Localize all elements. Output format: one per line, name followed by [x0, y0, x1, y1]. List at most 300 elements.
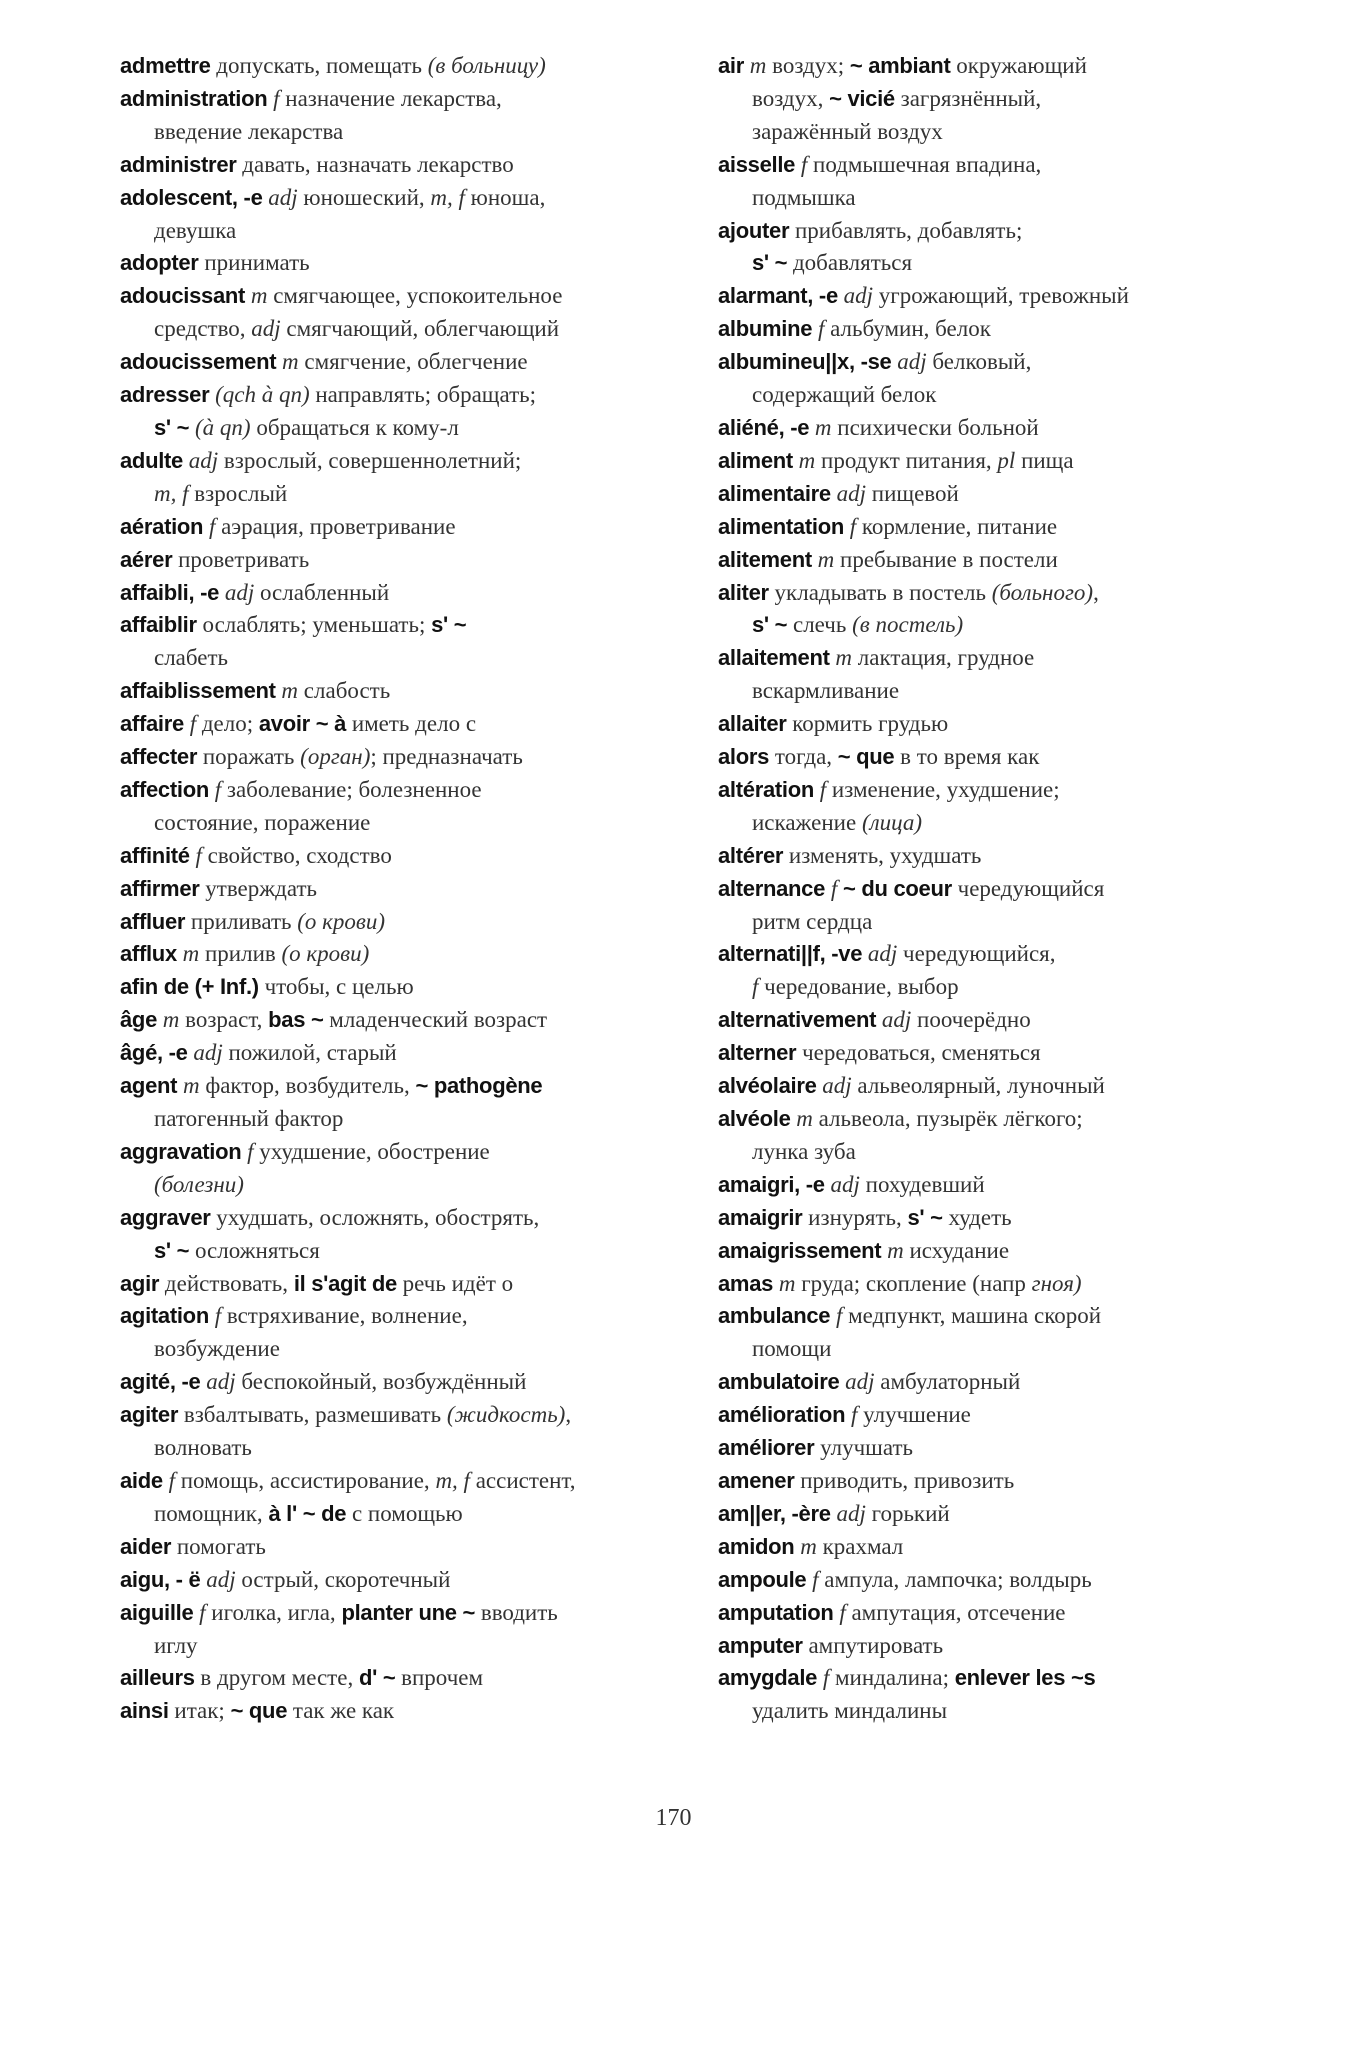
phrase: bas ~ — [268, 1007, 324, 1033]
translation: чередующийся, — [897, 941, 1056, 967]
entry-continuation — [718, 1695, 1248, 1728]
headword: améliorer — [718, 1435, 815, 1461]
headword: affluer — [120, 908, 186, 934]
translation: взбалтывать, размешивать — [178, 1402, 447, 1428]
grammar-label: adj — [891, 349, 927, 375]
translation: помогать — [171, 1533, 266, 1559]
dictionary-entry — [718, 642, 1248, 708]
entry-line — [120, 185, 545, 210]
entry-line — [718, 1369, 1020, 1394]
headword: agiter — [120, 1402, 179, 1428]
dictionary-entry — [120, 182, 705, 248]
headword: amaigrir — [718, 1204, 803, 1230]
dictionary-entry — [120, 577, 705, 610]
phrase: avoir ~ à — [258, 711, 347, 737]
headword: altération — [718, 776, 815, 802]
dictionary-entry — [120, 1300, 705, 1366]
dictionary-entry — [120, 1037, 705, 1070]
phrase: ~ que — [230, 1698, 288, 1724]
translation: возбуждение — [154, 1336, 280, 1362]
entry-line — [718, 1600, 1066, 1625]
headword: amélioration — [718, 1402, 846, 1428]
headword: affaire — [120, 711, 184, 737]
headword: alarmant, -e — [718, 283, 838, 309]
dictionary-entry — [718, 280, 1248, 313]
translation: введение лекарства — [154, 118, 344, 144]
headword: adopter — [120, 250, 199, 276]
translation: назначение лекарства, — [279, 85, 502, 111]
entry-line — [120, 876, 317, 901]
dictionary-entry — [120, 938, 705, 971]
headword: am||er, -ère — [718, 1500, 831, 1526]
translation: загрязнённый, — [894, 85, 1042, 111]
entry-line — [120, 1303, 468, 1328]
translation: вскармливание — [752, 678, 900, 704]
translation: приливать — [185, 908, 298, 934]
entry-line — [718, 744, 1039, 769]
entry-line — [718, 1665, 1095, 1690]
translation: альбумин, белок — [824, 316, 991, 342]
dictionary-entry — [120, 971, 705, 1004]
headword: alvéole — [718, 1106, 791, 1131]
grammar-label: (о крови) — [281, 941, 370, 967]
translation: амбулаторный — [874, 1369, 1021, 1395]
headword: amidon — [718, 1533, 795, 1559]
grammar-label: f — [845, 1402, 858, 1428]
headword: alternativement — [718, 1007, 877, 1033]
translation: иглу — [154, 1632, 198, 1658]
translation: так же как — [287, 1698, 395, 1724]
right-column — [718, 50, 1248, 1728]
headword: amputation — [718, 1599, 834, 1625]
headword: aggravation — [120, 1138, 242, 1164]
dictionary-entry — [718, 1366, 1248, 1399]
translation: изнурять, — [802, 1204, 908, 1230]
entry-continuation — [718, 247, 1248, 280]
dictionary-entry — [718, 1531, 1248, 1564]
entry-line — [120, 909, 385, 934]
headword: agité, -e — [120, 1369, 201, 1395]
entry-line — [120, 744, 523, 769]
translation: миндалина; — [829, 1665, 955, 1691]
translation: худеть — [942, 1204, 1012, 1230]
headword: aide — [120, 1467, 163, 1493]
translation: улучшать — [814, 1435, 914, 1461]
entry-continuation — [120, 1235, 705, 1268]
grammar-label: adj — [200, 1566, 236, 1592]
translation: , — [565, 1402, 572, 1428]
dictionary-entry — [718, 1070, 1248, 1103]
translation: чередоваться, сменяться — [796, 1040, 1041, 1066]
dictionary-entry — [718, 1300, 1248, 1366]
dictionary-entry — [120, 1070, 705, 1136]
grammar-label: adj — [830, 1500, 866, 1526]
grammar-label: m — [276, 349, 299, 375]
dictionary-entry — [718, 1498, 1248, 1531]
entry-continuation — [120, 116, 705, 149]
grammar-label: (à qn) — [189, 414, 251, 440]
dictionary-entry — [718, 1169, 1248, 1202]
entry-line — [718, 1633, 943, 1658]
grammar-label: adj — [200, 1369, 236, 1395]
dictionary-entry — [120, 1662, 705, 1695]
grammar-label: adj — [219, 579, 255, 605]
grammar-label: f — [833, 1599, 846, 1625]
grammar-label: f — [814, 776, 827, 802]
headword: ajouter — [718, 217, 790, 243]
entry-line — [718, 1007, 1031, 1032]
translation: впрочем — [395, 1665, 484, 1691]
translation: подмышка — [752, 184, 856, 210]
translation: допускать, помещать — [210, 53, 428, 78]
phrase: ~ pathogène — [415, 1073, 543, 1099]
entry-line — [120, 1205, 539, 1230]
entry-line — [120, 1040, 397, 1065]
grammar-label: m — [245, 283, 268, 309]
translation: ухудшать, осложнять, обострять, — [210, 1204, 540, 1230]
translation: чтобы, с целью — [258, 974, 414, 1000]
entry-line — [120, 974, 414, 999]
grammar-label: гноя) — [1031, 1270, 1082, 1296]
translation: альвеола, пузырёк лёгкого; — [812, 1106, 1083, 1131]
translation: иметь дело с — [346, 711, 477, 737]
grammar-label: m — [157, 1007, 180, 1033]
headword: amener — [718, 1467, 795, 1493]
entry-line — [120, 941, 369, 966]
headword: afflux — [120, 941, 177, 967]
dictionary-entry — [120, 1202, 705, 1268]
translation: удалить миндалины — [752, 1698, 948, 1724]
entry-line — [718, 547, 1058, 572]
entry-line — [718, 1567, 1092, 1592]
grammar-label: m — [790, 1106, 813, 1131]
translation: помощи — [752, 1336, 832, 1362]
grammar-label: f — [812, 316, 825, 342]
entry-continuation — [120, 1333, 705, 1366]
entry-line — [718, 448, 1074, 473]
headword: affection — [120, 776, 209, 802]
headword: amas — [718, 1270, 774, 1296]
entry-line — [718, 711, 948, 736]
grammar-label: adj — [862, 941, 898, 967]
headword: ampoule — [718, 1566, 807, 1592]
entry-line — [120, 777, 482, 802]
headword: affinité — [120, 842, 190, 868]
dictionary-entry — [120, 1136, 705, 1202]
headword: aliter — [718, 579, 769, 605]
entry-line — [718, 1402, 971, 1427]
grammar-label: f — [208, 1303, 222, 1329]
dictionary-entry — [120, 741, 705, 774]
entry-continuation — [718, 609, 1248, 642]
grammar-label: m — [809, 414, 832, 440]
translation: окружающий — [950, 53, 1087, 78]
grammar-label: m — [176, 941, 200, 967]
translation: содержащий белок — [752, 382, 937, 408]
grammar-label: m — [794, 1533, 817, 1559]
headword: aliment — [718, 447, 793, 473]
entry-continuation — [718, 906, 1248, 939]
entry-line — [718, 1271, 1082, 1296]
dictionary-entry — [120, 1531, 705, 1564]
entry-line — [120, 514, 456, 539]
dictionary-entry — [718, 511, 1248, 544]
translation: ослаблять; уменьшать; — [196, 612, 432, 638]
headword: amputer — [718, 1632, 803, 1658]
entry-continuation — [120, 412, 705, 445]
dictionary-entry — [718, 741, 1248, 774]
translation: свойство, сходство — [201, 842, 392, 868]
headword: air — [718, 53, 745, 78]
headword: ailleurs — [120, 1665, 195, 1691]
translation: укладывать в постель — [768, 579, 992, 605]
translation: тогда, — [769, 744, 838, 770]
translation: исхудание — [903, 1237, 1010, 1263]
entry-line — [120, 1600, 558, 1625]
translation: патогенный фактор — [154, 1106, 344, 1131]
entry-line — [718, 1435, 913, 1460]
translation: воздух, — [752, 85, 830, 111]
grammar-label: m, f — [430, 184, 465, 210]
headword: amygdale — [718, 1665, 818, 1691]
dictionary-entry — [120, 511, 705, 544]
entry-line — [120, 1534, 266, 1559]
entry-line — [718, 1073, 1105, 1098]
translation: добавляться — [787, 250, 913, 276]
dictionary-entry — [120, 544, 705, 577]
headword: ambulance — [718, 1303, 831, 1329]
translation: ; предназначать — [370, 744, 523, 770]
grammar-label: adj — [837, 283, 874, 309]
dictionary-entry — [120, 774, 705, 840]
dictionary-entry — [718, 1662, 1248, 1728]
headword: agent — [120, 1073, 178, 1099]
entry-line — [120, 1468, 575, 1493]
translation: белковый, — [926, 349, 1032, 375]
translation: девушка — [154, 217, 237, 243]
headword: adresser — [120, 382, 210, 408]
entry-line — [120, 448, 521, 473]
headword: administration — [120, 85, 268, 111]
grammar-label: f — [162, 1467, 175, 1493]
dictionary-entry — [120, 873, 705, 906]
translation: осложняться — [189, 1237, 320, 1263]
entry-line — [120, 349, 528, 374]
left-column — [120, 50, 705, 1728]
dictionary-entry — [120, 379, 705, 445]
headword: amaigrissement — [718, 1237, 882, 1263]
dictionary-entry — [718, 1465, 1248, 1498]
translation: утверждать — [199, 875, 318, 901]
grammar-label: f — [817, 1665, 830, 1691]
dictionary-entry — [120, 280, 705, 346]
dictionary-entry — [120, 346, 705, 379]
entry-line — [120, 152, 514, 177]
dictionary-entry — [120, 840, 705, 873]
dictionary-entry — [120, 149, 705, 182]
translation: подмышечная впадина, — [807, 151, 1042, 177]
translation: итак; — [168, 1698, 231, 1724]
phrase: s' ~ — [907, 1204, 943, 1230]
grammar-label: f — [806, 1566, 819, 1592]
entry-line — [120, 612, 466, 637]
headword: alimentation — [718, 513, 844, 539]
entry-continuation — [120, 1630, 705, 1663]
translation: прилив — [199, 941, 282, 967]
phrase: s' ~ — [154, 414, 190, 440]
grammar-label: m, f — [154, 480, 189, 506]
translation: похудевший — [859, 1171, 985, 1197]
entry-line — [718, 415, 1039, 440]
dictionary-entry — [718, 445, 1248, 478]
entry-line — [718, 53, 1087, 78]
translation: дело; — [196, 711, 259, 737]
dictionary-entry — [718, 577, 1248, 643]
translation: давать, назначать лекарство — [236, 151, 514, 177]
translation: поочерёдно — [911, 1007, 1031, 1033]
translation: острый, скоротечный — [235, 1566, 451, 1592]
translation: в то время как — [894, 744, 1040, 770]
translation: горький — [865, 1500, 950, 1526]
entry-continuation — [718, 83, 1248, 116]
phrase: ~ vicié — [829, 85, 895, 111]
headword: affirmer — [120, 875, 200, 901]
entry-continuation — [120, 313, 705, 346]
grammar-label: m — [792, 447, 816, 473]
headword: alternance — [718, 875, 826, 901]
dictionary-entry — [718, 313, 1248, 346]
translation: чередующийся — [951, 875, 1105, 901]
entry-line — [120, 580, 389, 605]
headword: administrer — [120, 151, 237, 177]
translation: продукт питания, — [815, 447, 998, 473]
translation: искажение — [752, 809, 862, 835]
translation: вводить — [475, 1599, 558, 1625]
dictionary-entry — [120, 708, 705, 741]
dictionary-entry — [718, 1564, 1248, 1597]
headword: aigu, - ё — [120, 1566, 201, 1592]
headword: alimentaire — [718, 480, 831, 506]
translation: слабеть — [154, 645, 229, 671]
translation: ухудшение, обострение — [253, 1138, 490, 1164]
translation: проветривать — [172, 546, 310, 572]
translation: возраст, — [179, 1007, 269, 1033]
dictionary-entry — [718, 1202, 1248, 1235]
dictionary-entry — [120, 675, 705, 708]
entry-line — [718, 580, 1099, 605]
grammar-label: (жидкость) — [446, 1402, 566, 1428]
headword: affecter — [120, 744, 198, 770]
headword: allaiter — [718, 711, 787, 737]
dictionary-entry — [718, 149, 1248, 215]
translation: фактор, возбудитель, — [199, 1073, 416, 1099]
headword: albumine — [718, 316, 813, 342]
entry-line — [120, 1402, 571, 1427]
dictionary-entry — [120, 1366, 705, 1399]
dictionary-entry — [718, 478, 1248, 511]
entry-line — [718, 1040, 1041, 1065]
dictionary-entry — [718, 873, 1248, 939]
entry-line — [718, 777, 1060, 802]
grammar-label: m — [811, 546, 835, 572]
translation: ампутировать — [802, 1632, 944, 1658]
grammar-label: adj — [816, 1073, 852, 1099]
dictionary-entry — [718, 346, 1248, 412]
entry-line — [120, 382, 536, 407]
translation: волновать — [154, 1435, 252, 1461]
grammar-label: m — [881, 1237, 904, 1263]
headword: aération — [120, 513, 204, 539]
translation: принимать — [198, 250, 310, 276]
translation: пищевой — [866, 480, 959, 506]
translation: помощник, — [154, 1500, 269, 1526]
headword: affaibli, -e — [120, 579, 220, 605]
entry-continuation — [718, 971, 1248, 1004]
translation: смягчающий, облегчающий — [280, 316, 560, 342]
dictionary-entry — [120, 906, 705, 939]
translation: взрослый — [188, 480, 288, 506]
entry-line — [120, 1665, 483, 1690]
dictionary-entry — [718, 50, 1248, 149]
phrase: s' ~ — [431, 612, 467, 638]
translation: изменять, ухудшать — [783, 842, 982, 868]
translation: младенческий возраст — [323, 1007, 548, 1033]
entry-line — [120, 1369, 526, 1394]
translation: угрожающий, тревожный — [873, 283, 1129, 309]
entry-continuation — [718, 1136, 1248, 1169]
entry-continuation — [120, 642, 705, 675]
grammar-label: f — [208, 776, 222, 802]
entry-continuation — [120, 807, 705, 840]
translation: кормить грудью — [786, 711, 949, 737]
dictionary-entry — [718, 840, 1248, 873]
entry-line — [718, 1534, 903, 1559]
translation: взрослый, совершеннолетний; — [218, 447, 522, 473]
translation: лунка зуба — [752, 1138, 856, 1164]
dictionary-entry — [718, 1399, 1248, 1432]
headword: albumineu||x, -se — [718, 349, 892, 375]
translation: иголка, игла, — [205, 1599, 342, 1625]
translation: слабость — [298, 678, 391, 704]
phrase: s' ~ — [752, 612, 788, 638]
translation: , — [1093, 579, 1099, 605]
translation: поражать — [197, 744, 301, 770]
translation: груда; скопление (напр — [795, 1270, 1032, 1296]
entry-line — [718, 941, 1055, 966]
translation: беспокойный, возбуждённый — [235, 1369, 527, 1395]
dictionary-entry — [718, 1432, 1248, 1465]
headword: âge — [120, 1007, 158, 1033]
translation: ампула, лампочка; волдырь — [818, 1566, 1092, 1592]
entry-line — [718, 1172, 985, 1197]
dictionary-entry — [718, 1597, 1248, 1630]
translation: воздух; — [766, 53, 850, 78]
entry-line — [120, 1271, 513, 1296]
headword: aiguille — [120, 1599, 194, 1625]
grammar-label: adj — [839, 1369, 875, 1395]
translation: чередование, выбор — [758, 974, 959, 1000]
translation: средство, — [154, 316, 252, 342]
translation: улучшение — [857, 1402, 971, 1428]
headword: âgé, -e — [120, 1040, 188, 1066]
grammar-label: m, f — [435, 1467, 470, 1493]
grammar-label: m — [744, 53, 767, 78]
entry-line — [718, 1205, 1012, 1230]
translation: ампутация, отсечение — [845, 1599, 1066, 1625]
entry-line — [120, 711, 476, 736]
translation: аэрация, проветривание — [215, 513, 456, 539]
phrase: s' ~ — [752, 250, 788, 276]
